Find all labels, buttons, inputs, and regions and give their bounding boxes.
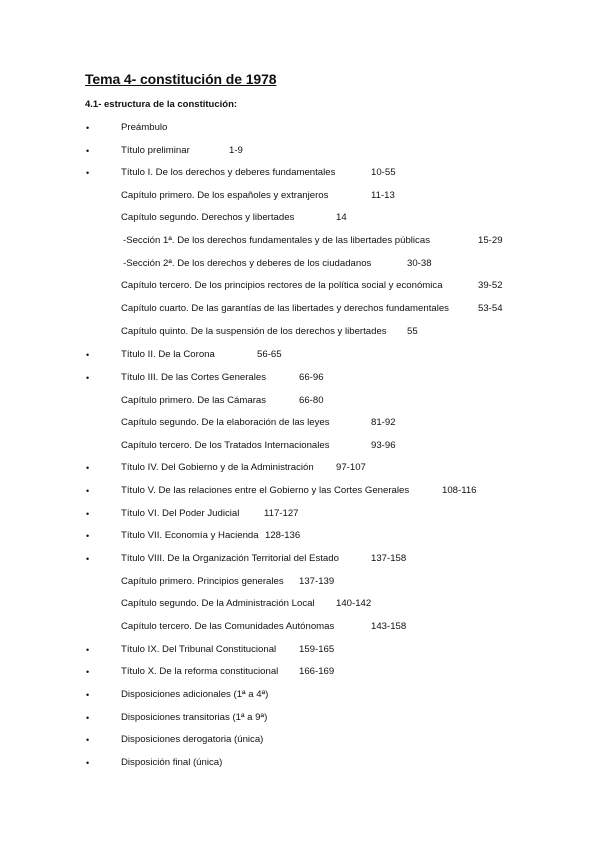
bullet-icon: •: [86, 509, 90, 519]
toc-entry-pages: 143-158: [371, 621, 407, 632]
toc-entry-label: -Sección 1ª. De los derechos fundamentales y de las libertades públicas: [123, 235, 430, 246]
toc-entry-pages: 14: [336, 212, 347, 223]
toc-entry-pages: 93-96: [371, 440, 396, 451]
toc-entry-label: Título III. De las Cortes Generales: [121, 372, 267, 383]
toc-entry-label: Capítulo quinto. De la suspensión de los derechos y libertades: [121, 326, 387, 337]
toc-entry-pages: 108-116: [442, 485, 477, 496]
toc-entry-label: Capítulo primero. De los españoles y extranjeros: [121, 190, 329, 201]
bullet-icon: •: [86, 531, 90, 541]
toc-entry-label: Título VII. Economía y Hacienda: [121, 530, 259, 541]
toc-entry-label: Título II. De la Corona: [121, 349, 215, 360]
toc-entry-label: Título preliminar: [121, 145, 190, 156]
toc-entry-label: Capítulo primero. Principios generales: [121, 576, 284, 587]
toc-entry-pages: 30-38: [407, 258, 432, 269]
toc-entry-pages: 97-107: [336, 462, 366, 473]
toc-entry-label: Preámbulo: [121, 122, 168, 133]
toc-entry-pages: 137-158: [371, 553, 407, 564]
toc-entry-label: Capítulo tercero. De los Tratados Internacionales: [121, 440, 330, 451]
bullet-icon: •: [86, 123, 90, 133]
toc-entry-pages: 128-136: [265, 530, 301, 541]
section-heading: 4.1- estructura de la constitución:: [85, 99, 238, 110]
bullet-icon: •: [86, 735, 90, 745]
toc-entry-pages: 55: [407, 326, 418, 337]
toc-entry-label: Capítulo primero. De las Cámaras: [121, 395, 267, 406]
toc-entry-label: Título I. De los derechos y deberes fundamentales: [121, 167, 336, 178]
toc-entry-label: -Sección 2ª. De los derechos y deberes de los ciudadanos: [123, 258, 372, 269]
toc-entry-label: Capítulo cuarto. De las garantías de las libertades y derechos fundamentales: [121, 303, 449, 314]
toc-entry-pages: 53-54: [478, 303, 503, 314]
toc-entry-label: Título X. De la reforma constitucional: [121, 666, 279, 677]
bullet-icon: •: [86, 758, 90, 768]
toc-entry-label: Título IV. Del Gobierno y de la Administración: [121, 462, 314, 473]
bullet-icon: •: [86, 713, 90, 723]
bullet-icon: •: [86, 645, 90, 655]
bullet-icon: •: [86, 463, 90, 473]
bullet-icon: •: [86, 350, 90, 360]
toc-entry-pages: 140-142: [336, 598, 372, 609]
toc-entry-label: Título VI. Del Poder Judicial: [121, 508, 240, 519]
toc-entry-pages: 81-92: [371, 417, 396, 428]
toc-entry-pages: 15-29: [478, 235, 503, 246]
toc-entry-label: Capítulo segundo. De la elaboración de las leyes: [121, 417, 330, 428]
toc-entry-pages: 11-13: [371, 190, 395, 201]
bullet-icon: •: [86, 486, 90, 496]
toc-entry-label: Capítulo segundo. De la Administración Local: [121, 598, 315, 609]
toc-entry-label: Disposiciones adicionales (1ª a 4ª): [121, 689, 269, 700]
toc-entry-pages: 56-65: [257, 349, 282, 360]
toc-entry-pages: 1-9: [229, 145, 243, 156]
toc-entry-pages: 66-96: [299, 372, 324, 383]
bullet-icon: •: [86, 690, 90, 700]
page-title: Tema 4- constitución de 1978: [85, 71, 277, 87]
bullet-icon: •: [86, 667, 90, 677]
toc-entry-label: Capítulo segundo. Derechos y libertades: [121, 212, 295, 223]
bullet-icon: •: [86, 146, 90, 156]
toc-entry-label: Título IX. Del Tribunal Constitucional: [121, 644, 277, 655]
toc-entry-label: Capítulo tercero. De los principios rectores de la política social y económica: [121, 280, 443, 291]
bullet-icon: •: [86, 168, 90, 178]
toc-entry-pages: 137-139: [299, 576, 335, 587]
toc-entry-pages: 159-165: [299, 644, 335, 655]
toc-entry-pages: 10-55: [371, 167, 396, 178]
bullet-icon: •: [86, 554, 90, 564]
toc-entry-label: Título VIII. De la Organización Territorial del Estado: [121, 553, 339, 564]
toc-entry-label: Disposición final (única): [121, 757, 223, 768]
toc-entry-label: Disposiciones transitorias (1ª a 9ª): [121, 712, 268, 723]
toc-entry-label: Título V. De las relaciones entre el Gobierno y las Cortes Generales: [121, 485, 410, 496]
toc-entry-pages: 117-127: [264, 508, 299, 519]
toc-entry-label: Disposiciones derogatoria (única): [121, 734, 264, 745]
toc-entry-pages: 39-52: [478, 280, 503, 291]
bullet-icon: •: [86, 373, 90, 383]
toc-entry-label: Capítulo tercero. De las Comunidades Autónomas: [121, 621, 335, 632]
toc-entry-pages: 66-80: [299, 395, 324, 406]
toc-entry-pages: 166-169: [299, 666, 335, 677]
